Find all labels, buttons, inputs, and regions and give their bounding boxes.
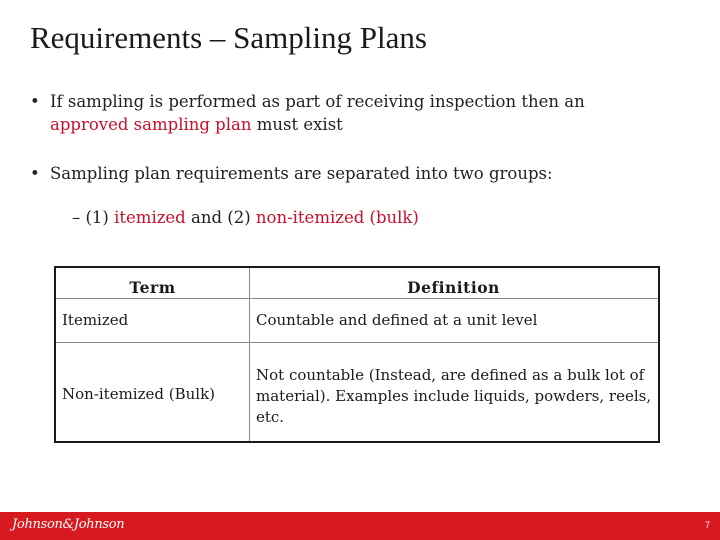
bullet-text: Sampling plan requirements are separated into two groups: [50, 164, 553, 183]
table-header-term: Term [129, 278, 176, 297]
page-number: 7 [704, 520, 710, 530]
bullet-text-pre: If sampling is performed as part of receiving inspection then an [50, 92, 585, 111]
footer-bar [0, 512, 720, 540]
bullet-text-post: must exist [251, 115, 343, 134]
table-row-divider [56, 298, 658, 299]
definitions-table [54, 266, 660, 443]
sub-bullet-itemized: itemized [114, 208, 186, 227]
table-header-definition: Definition [407, 278, 500, 297]
table-cell-definition: Countable and defined at a unit level [256, 311, 538, 329]
bullet-highlight: approved sampling plan [50, 115, 252, 134]
sub-bullet-marker: – [72, 208, 81, 227]
company-logo: Johnson&Johnson [12, 517, 125, 532]
bullet-sampling-plan [30, 90, 650, 136]
sub-bullet-part3: and (2) [185, 208, 256, 227]
slide-title: Requirements – Sampling Plans [30, 20, 427, 55]
bullet-text [50, 90, 650, 136]
sub-bullet-part1: (1) [85, 208, 115, 227]
sub-bullet-non-itemized: non-itemized (bulk) [255, 208, 419, 227]
table-row-divider [56, 342, 658, 343]
bullet-marker: • [30, 164, 40, 183]
bullet-requirements-groups [30, 162, 650, 185]
bullet-marker: • [30, 92, 40, 111]
table-cell-term: Itemized [62, 311, 129, 329]
sub-bullet-groups [72, 208, 419, 227]
table-cell-definition: Not countable (Instead, are defined as a bulk lot of material). Examples include liquids, powders, reels, etc. [256, 366, 652, 426]
table-cell-term: Non-itemized (Bulk) [62, 385, 216, 403]
